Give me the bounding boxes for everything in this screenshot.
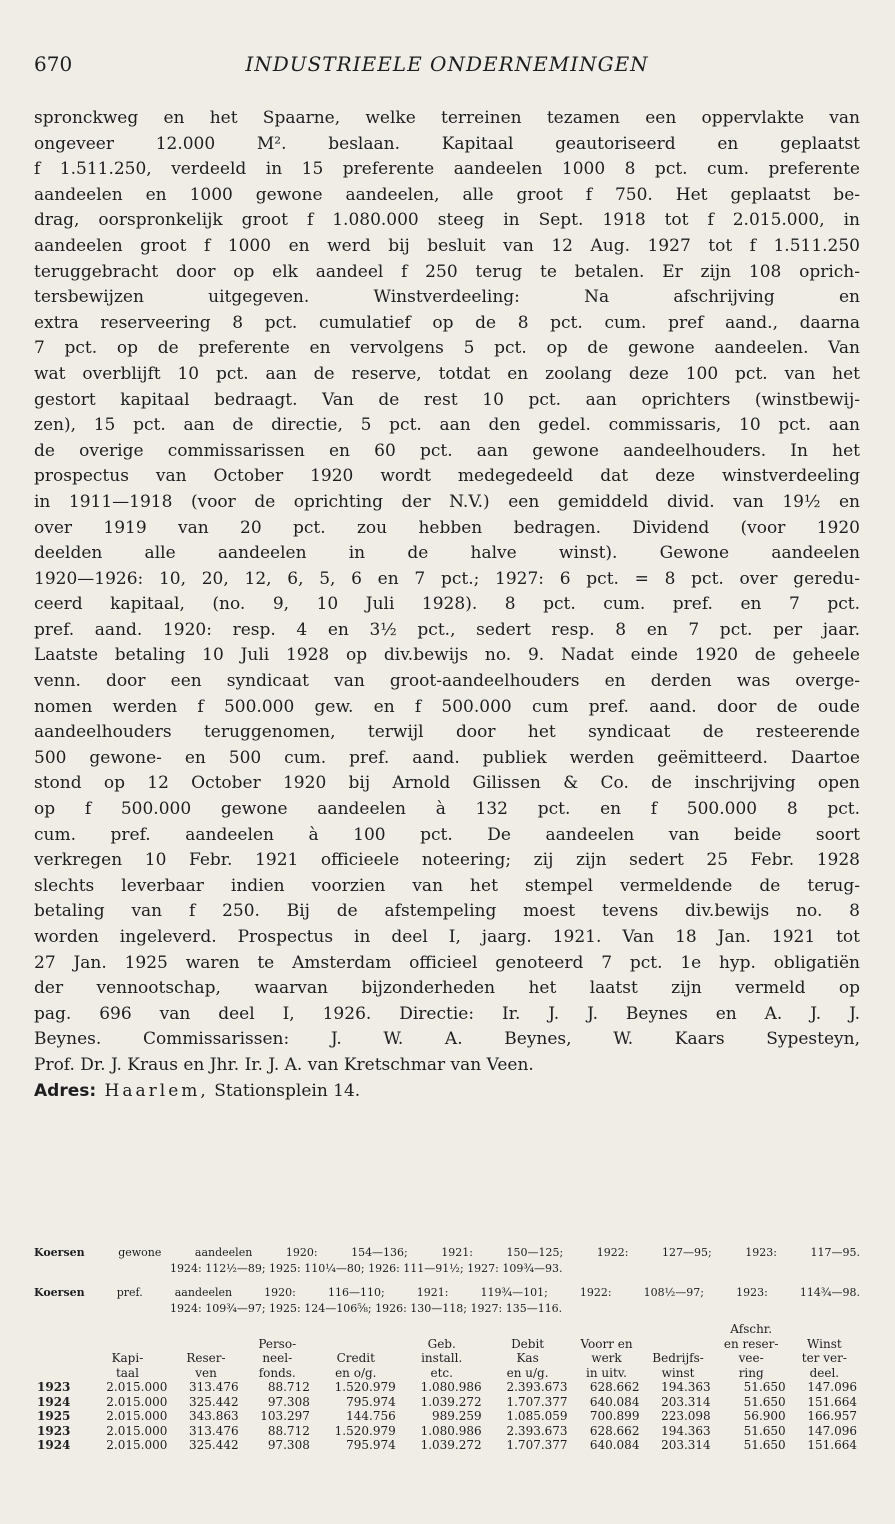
page-number: 670 [34,52,73,76]
table-cell: 795.974 [346,1438,396,1452]
table-header: Voorr en werk in uitv. [580,1336,633,1380]
year-cell: 1924 [37,1438,71,1452]
table-row [34,1395,860,1410]
table-cell: 56.900 [743,1409,786,1423]
text-line: slechts leverbaar indien voorzien van het stempel vermeldende de terug- [34,875,860,896]
page-header [34,52,860,82]
text-line: spronckweg en het Spaarne, welke terreinen tezamen een oppervlakte van [34,108,860,128]
year-cell: 1923 [37,1423,71,1438]
table-cell: 203.314 [661,1438,711,1452]
table-cell: 147.096 [807,1423,857,1438]
text-line: aandeelen en 1000 gewone aandeelen, alle groot f 750. Het geplaatst be- [34,184,860,205]
koersen-line: pref. aandeelen 1920: 116—110; 1921: 119¾—101; 1922: 108½—97; 1923: 114¾—98. [116,1286,860,1299]
table-header: Geb. install. etc. [421,1336,463,1380]
text-line: teruggebracht door op elk aandeel f 250 terug te betalen. Er zijn 108 oprich- [34,261,860,282]
table-cell: 51.650 [743,1394,786,1409]
table-cell: 628.662 [589,1423,640,1438]
table-header: Debit Kas en u/g. [506,1336,549,1380]
text-line: nomen werden f 500.000 gew. en f 500.000 cum pref. aand. door de oude [34,696,860,717]
table-cell: 51.650 [743,1438,786,1452]
table-cell: 325.442 [188,1394,239,1409]
table-cell: 151.664 [807,1394,857,1409]
table-cell: 194.363 [661,1380,711,1394]
table-cell: 1.039.272 [420,1394,482,1409]
table-cell: 51.650 [743,1423,786,1438]
text-line: ceerd kapitaal, (no. 9, 10 Juli 1928). 8 pct. cum. pref. en 7 pct. [34,594,860,615]
text-line: venn. door een syndicaat van groot-aandeelhouders en derden was overge- [34,671,860,692]
table-cell: 325.442 [188,1438,239,1452]
koersen-line: 1924: 112½—89; 1925: 110¼—80; 1926: 111—91½; 1927: 109¾—93. [170,1262,563,1275]
text-line: over 1919 van 20 pct. zou hebben bedragen. Dividend (voor 1920 [34,517,860,538]
table-cell: 313.476 [188,1423,239,1438]
text-line: cum. pref. aandeelen à 100 pct. De aandeelen van beide soort [34,824,860,845]
koersen-label: Koersen [34,1286,85,1299]
body-text [34,106,860,1104]
table-cell: 1.039.272 [420,1438,482,1452]
table-row [34,1438,860,1453]
table-cell: 640.084 [589,1394,640,1409]
table-row [34,1380,860,1395]
table-cell: 1.080.986 [420,1423,482,1438]
text-line: tersbewijzen uitgegeven. Winstverdeeling: Na afschrijving en [34,287,860,308]
table-cell: 1.520.979 [334,1380,396,1394]
table-cell: 194.363 [661,1423,711,1438]
text-line: verkregen 10 Febr. 1921 officieele noteering; zij zijn sedert 25 Febr. 1928 [34,850,860,871]
table-cell: 343.863 [188,1409,239,1423]
address-line [34,1079,860,1105]
table-header: Afschr. en reser- vee- ring [723,1322,779,1380]
text-line: Prof. Dr. J. Kraus en Jhr. Ir. J. A. van Kretschmar van Veen. [34,1054,534,1075]
table-header [34,1322,84,1380]
table-cell: 103.297 [260,1409,310,1423]
table-cell: 97.308 [267,1394,310,1409]
table-cell: 1.520.979 [334,1423,396,1438]
table-cell: 2.015.000 [106,1438,168,1452]
text-line: aandeelhouders teruggenomen, terwijl door het syndicaat de resteerende [34,722,860,743]
table-cell: 640.084 [589,1438,640,1452]
table-header: Bedrijfs- winst [652,1351,704,1380]
koersen-line: 1924: 109¾—97; 1925: 124—106⅝; 1926: 130—118; 1927: 135—116. [170,1302,563,1315]
year-cell: 1924 [37,1394,71,1409]
table-cell: 144.756 [346,1409,396,1423]
text-line: op f 500.000 gewone aandeelen à 132 pct. en f 500.000 8 pct. [34,799,860,820]
table-header: Reser- ven [186,1351,226,1380]
text-line: in 1911—1918 (voor de oprichting der N.V.) een gemiddeld divid. van 19½ en [34,491,860,512]
table-header: Credit en o/g. [335,1351,377,1380]
text-line: drag, oorspronkelijk groot f 1.080.000 steeg in Sept. 1918 tot f 2.015.000, in [34,210,860,231]
finance-table [34,1322,860,1453]
address-label: Adres: [34,1080,97,1101]
text-line: aandeelen groot f 1000 en werd bij besluit van 12 Aug. 1927 tot f 1.511.250 [34,235,860,256]
text-line: Laatste betaling 10 Juli 1928 op div.bewijs no. 9. Nadat einde 1920 de geheele [34,645,860,666]
koersen-gewone [34,1245,860,1277]
address-street: Stationsplein 14. [208,1080,361,1101]
table-cell: 2.015.000 [106,1394,168,1409]
text-line: extra reserveering 8 pct. cumulatief op de 8 pct. cum. pref aand., daarna [34,312,860,333]
text-line: deelden alle aandeelen in de halve winst). Gewone aandeelen [34,543,860,564]
table-cell: 1.080.986 [420,1380,482,1394]
table-cell: 989.259 [432,1409,482,1423]
text-line: ongeveer 12.000 M². beslaan. Kapitaal geautoriseerd en geplaatst [34,133,860,154]
table-cell: 700.899 [589,1409,640,1423]
text-line: wat overblijft 10 pct. aan de reserve, totdat en zoolang deze 100 pct. van het [34,363,860,384]
text-line: worden ingeleverd. Prospectus in deel I, jaarg. 1921. Van 18 Jan. 1921 tot [34,927,860,947]
text-line: 500 gewone- en 500 cum. pref. aand. publiek werden geëmitteerd. Daartoe [34,747,860,768]
koersen-pref [34,1285,860,1317]
table-cell: 2.015.000 [106,1380,168,1394]
table-row [34,1424,860,1439]
text-line: zen), 15 pct. aan de directie, 5 pct. aan den gedel. commissaris, 10 pct. aan [34,415,860,436]
table-cell: 2.015.000 [106,1409,168,1423]
table-cell: 88.712 [267,1380,310,1394]
running-title: INDUSTRIEELE ONDERNEMINGEN [245,52,649,76]
text-line: Beynes. Commissarissen: J. W. A. Beynes, W. Kaars Sypesteyn, [34,1029,860,1050]
text-line: 7 pct. op de preferente en vervolgens 5 pct. op de gewone aandeelen. Van [34,338,860,359]
table-cell: 2.015.000 [106,1423,168,1438]
table-cell: 1.707.377 [506,1394,568,1409]
table-cell: 2.393.673 [506,1380,568,1394]
table-cell: 628.662 [589,1380,640,1394]
text-line: 1920—1926: 10, 20, 12, 6, 5, 6 en 7 pct.; 1927: 6 pct. = 8 pct. over geredu- [34,568,860,589]
address-city: Haarlem, [96,1080,209,1101]
table-cell: 313.476 [188,1380,239,1394]
table-header: Kapi- taal [111,1351,144,1380]
year-cell: 1925 [37,1409,71,1423]
table-header: Winst ter ver- deel. [801,1336,847,1380]
table-cell: 223.098 [661,1409,711,1423]
table-cell: 97.308 [267,1438,310,1452]
text-line: 27 Jan. 1925 waren te Amsterdam officieel genoteerd 7 pct. 1e hyp. obligatiën [34,952,860,973]
table-cell: 151.664 [807,1438,857,1452]
text-line: stond op 12 October 1920 bij Arnold Gilissen & Co. de inschrijving open [34,773,860,794]
table-cell: 147.096 [807,1380,857,1394]
table-header: Perso- neel- fonds. [258,1336,297,1380]
table-cell: 203.314 [661,1394,711,1409]
table-cell: 1.085.059 [506,1409,568,1423]
table-cell: 88.712 [267,1423,310,1438]
text-line: gestort kapitaal bedraagt. Van de rest 10 pct. aan oprichters (winstbewij- [34,389,860,410]
text-line: de overige commissarissen en 60 pct. aan gewone aandeelhouders. In het [34,440,860,461]
koersen-label: Koersen [34,1246,85,1259]
text-line: f 1.511.250, verdeeld in 15 preferente aandeelen 1000 8 pct. cum. preferente [34,159,860,180]
table-cell: 51.650 [743,1380,786,1394]
text-line: pref. aand. 1920: resp. 4 en 3½ pct., sedert resp. 8 en 7 pct. per jaar. [34,619,860,640]
table-cell: 1.707.377 [506,1438,568,1452]
table-cell: 795.974 [346,1394,396,1409]
text-line: der vennootschap, waarvan bijzonderheden het laatst zijn vermeld op [34,978,860,999]
year-cell: 1923 [37,1380,71,1394]
text-line: prospectus van October 1920 wordt medegedeeld dat deze winstverdeeling [34,466,860,487]
text-line: betaling van f 250. Bij de afstempeling moest tevens div.bewijs no. 8 [34,901,860,922]
table-row [34,1409,860,1424]
text-line: pag. 696 van deel I, 1926. Directie: Ir. J. J. Beynes en A. J. J. [34,1003,860,1024]
table-cell: 166.957 [807,1409,857,1423]
table-cell: 2.393.673 [506,1423,568,1438]
koersen-line: gewone aandeelen 1920: 154—136; 1921: 150—125; 1922: 127—95; 1923: 117—95. [118,1246,860,1259]
